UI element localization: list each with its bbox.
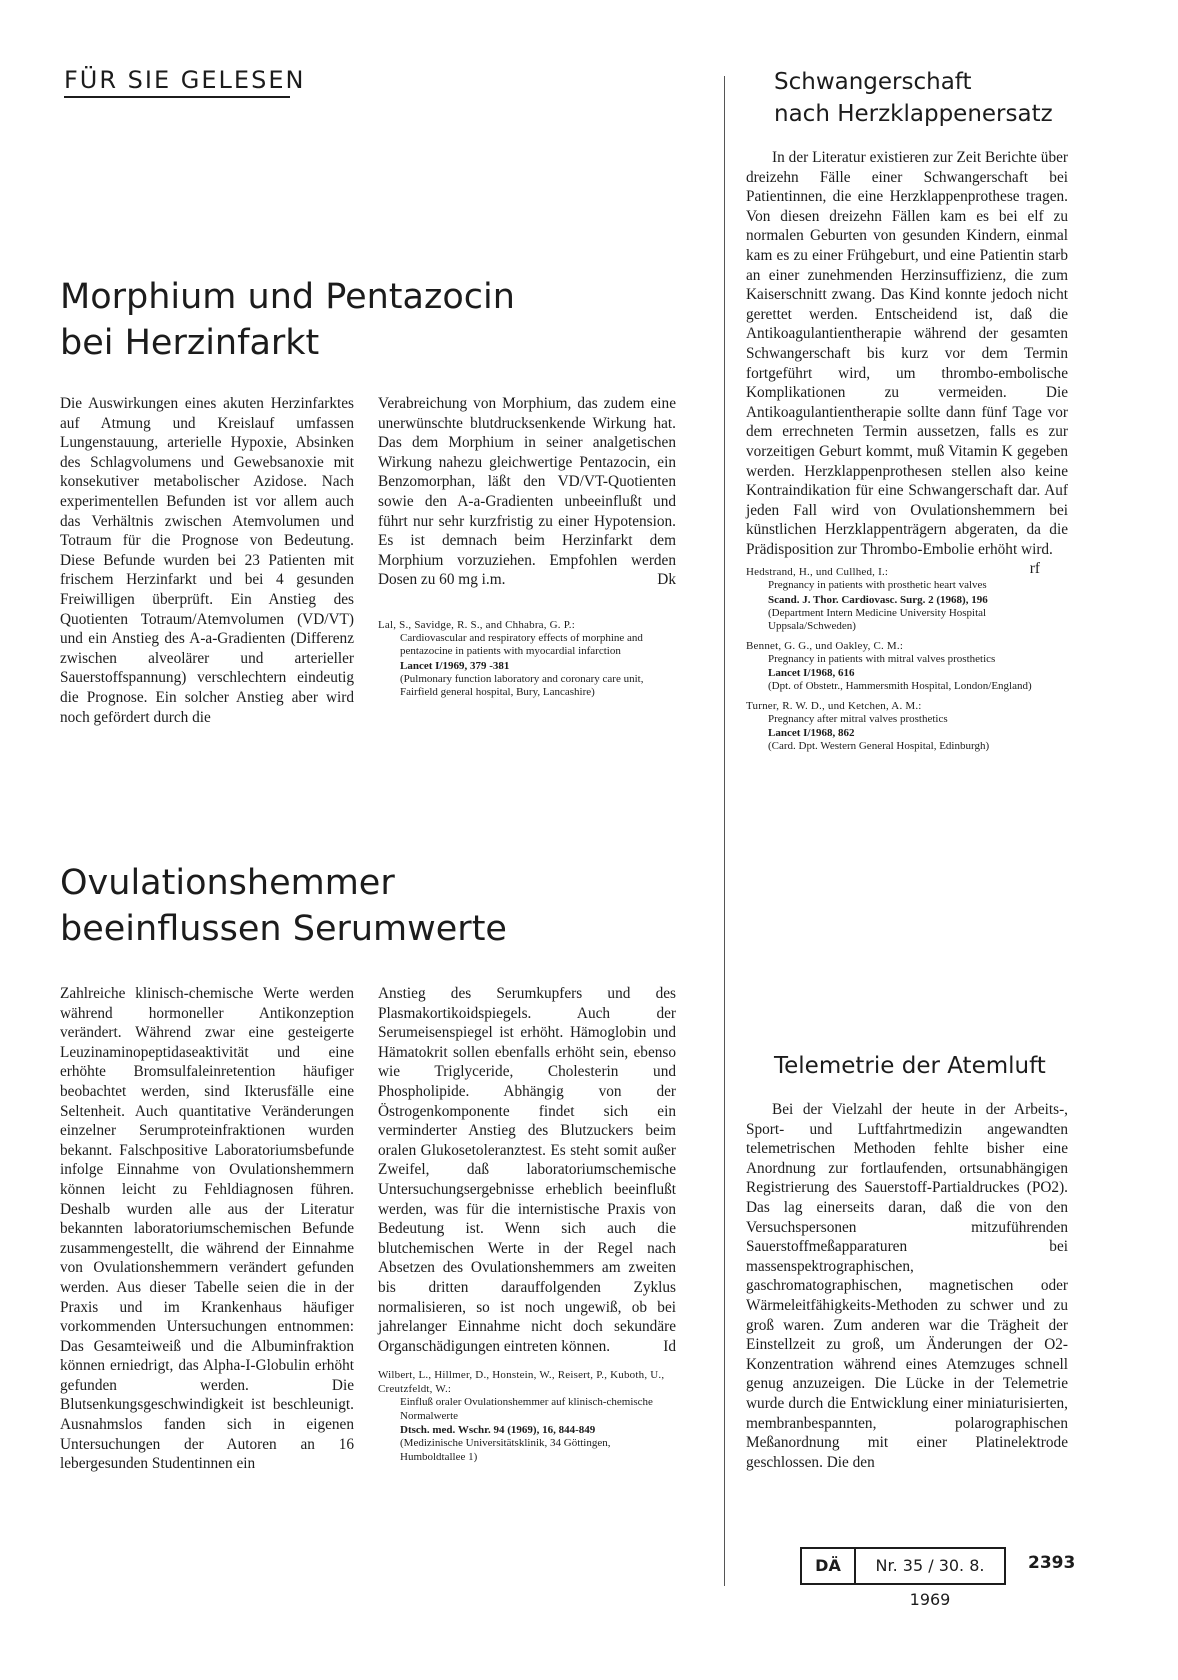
article3-title-line2: nach Herzklappenersatz bbox=[774, 101, 1053, 127]
article3-body-block bbox=[746, 148, 1068, 754]
reference-authors: Turner, R. W. D., und Ketchen, A. M.: bbox=[746, 699, 922, 712]
reference-title: Einfluß oraler Ovulationshemmer auf klinisch-chemische Normalwerte bbox=[400, 1396, 653, 1422]
article1-reference bbox=[378, 618, 676, 700]
article2-title-line2: beeinflussen Serumwerte bbox=[60, 909, 507, 949]
article1-column2-text bbox=[378, 394, 676, 590]
article2-title bbox=[60, 860, 660, 952]
page-number: 2393 bbox=[1028, 1553, 1076, 1573]
article4-title: Telemetrie der Atemluft bbox=[774, 1053, 1046, 1079]
reference-authors: Wilbert, L., Hillmer, D., Honstein, W., Reisert, P., Kuboth, U., Creutzfeldt, W.: bbox=[378, 1369, 665, 1396]
article3-reference-2 bbox=[746, 639, 1068, 694]
reference-affiliation: (Department Intern Medicine University Hospital Uppsala/Schweden) bbox=[768, 606, 987, 633]
reference-source: Lancet I/1968, 862 bbox=[768, 727, 855, 740]
reference-authors: Hedstrand, H., und Cullhed, I.: bbox=[746, 566, 889, 579]
article2-signature: Id bbox=[663, 1337, 676, 1355]
reference-source: Lancet I/1969, 379 -381 bbox=[400, 659, 510, 672]
column-divider bbox=[724, 76, 725, 1586]
reference-source: Lancet I/1968, 616 bbox=[768, 667, 855, 680]
article2-title-line1: Ovulationshemmer bbox=[60, 863, 395, 903]
reference-affiliation: (Pulmonary function laboratory and coronary care unit, Fairfield general hospital, Bury, Lancashire) bbox=[400, 672, 644, 699]
reference-source: Scand. J. Thor. Cardiovasc. Surg. 2 (1968), 196 bbox=[768, 593, 988, 606]
section-label: FÜR SIE GELESEN bbox=[64, 66, 306, 94]
reference-title: Pregnancy after mitral valves prosthetics bbox=[768, 712, 948, 725]
article1-column2 bbox=[378, 394, 676, 700]
article3-reference-3 bbox=[746, 699, 1068, 754]
article1-title bbox=[60, 274, 660, 366]
article2-column2-text bbox=[378, 984, 676, 1356]
article2-column2-body: Anstieg des Serumkupfers und des Plasmakortikoidspiegels. Auch der Serumeisenspiegel ist erhöht. Hämoglobin und Hämatokrit sollen ebenfalls erhöht sein, ebenso wie Triglyceride, Cholesterin und Phospholipide. Abhängig von der Östrogenkomponente findet sich ein verminderter Anstieg des Blutzuckers beim oralen Glukosetoleranztest. Es steht somit außer Zweifel, daß laboratoriumschemische Untersuchungsergebnisse erheblich beeinflußt werden, was für die internistische Praxis von Bedeutung ist. Wenn sich auch die blutchemischen Werte in der Regel nach Absetzen des Ovulationshemmers am zweiten bis dritten darauffolgenden Zyklus normalisieren, so ist noch ungewiß, ob bei jahrelanger Einnahme nicht doch sekundäre Organschädigungen eintreten können. bbox=[378, 985, 676, 1355]
article2-column2 bbox=[378, 984, 676, 1464]
reference-authors: Bennet, G. G., und Oakley, C. M.: bbox=[746, 639, 904, 652]
reference-title: Pregnancy in patients with prosthetic heart valves bbox=[768, 579, 987, 592]
issue-info: Nr. 35 / 30. 8. 1969 bbox=[875, 1556, 985, 1609]
journal-abbreviation: DÄ bbox=[802, 1549, 856, 1583]
article3-title-line1: Schwangerschaft bbox=[774, 69, 972, 95]
article1-signature: Dk bbox=[657, 571, 676, 589]
article3-body-text: In der Literatur existieren zur Zeit Berichte über dreizehn Fälle einer Schwangerschaft bei Patientinnen, die eine Herzklappenprothese tragen. Von diesen dreizehn Fällen kam es bei elf zu normalen Geburten von gesunden Kindern, einmal kam es zu einer Frühgeburt, und eine Patientin starb an einer zunehmenden Herzinsuffizienz, die zum Kaiserschnitt zwang. Das Kind konnte jedoch nicht gerettet werden. Entscheidend ist, daß die Antikoagulantientherapie während der gesamten Schwangerschaft bis kurz vor dem Termin fortgeführt wird, um thrombo-embolische Komplikationen zu vermeiden. Die Antikoagulantientherapie sollte dann fünf Tage vor dem errechneten Termin aussetzen, falls es zur vorzeitigen Geburt kommt, muß Vitamin K gegeben werden. Herzklappenprothesen stellen also keine Kontraindikation für eine Schwangerschaft dar. Auf jeden Fall wird von Ovulationshemmern bei künstlichen Herzklappenträgern abgeraten, da die Prädisposition zur Thrombo-Embolie erhöht wird. bbox=[746, 149, 1068, 558]
reference-authors: Lal, S., Savidge, R. S., and Chhabra, G. P.: bbox=[378, 618, 576, 631]
article3-references bbox=[746, 565, 1068, 754]
article1-column1: Die Auswirkungen eines akuten Herzinfarktes auf Atmung und Kreislauf umfassen Lungenstauung, arterielle Hypoxie, Absinken des Schlagvolumens und Gewebsanoxie mit konsekutiver metabolischer Azidose. Nach experimentellen Befunden ist vor allem auch das Verhältnis zwischen Atemvolumen und Totraum für die Prognose von Bedeutung. Diese Befunde wurden bei 23 Patienten mit frischem Herzinfarkt und bei 4 gesunden Freiwilligen überprüft. Ein Anstieg des Quotienten Totraum/Atemvolumen (VD/VT) und ein Anstieg des A-a-Gradienten (Differenz zwischen alveolärer und arterieller Sauerstoffspannung) verschlechtern eindeutig die Prognose. Ein solcher Anstieg aber wird noch gefördert durch die bbox=[60, 395, 354, 726]
article1-title-line2: bei Herzinfarkt bbox=[60, 323, 320, 363]
article1-column2-body: Verabreichung von Morphium, das zudem eine unerwünschte blutdrucksenkende Wirkung hat. Das dem Morphium in seiner analgetischen Wirkung nahezu gleichwertige Pentazocin, ein Benzomorphan, läßt den VD/VT-Quotienten sowie den A-a-Gradienten unbeeinflußt und führt nur sehr kurzfristig zu einer Hypotension. Es ist demnach beim Herzinfarkt dem Morphium vorzuziehen. Empfohlen werden Dosen zu 60 mg i.m. bbox=[378, 395, 676, 589]
article2-column1: Zahlreiche klinisch-chemische Werte werden während hormoneller Antikonzeption verändert. Während zwar eine gesteigerte Leuzinaminopeptidaseaktivität und eine erhöhte Bromsulfaleinretention häufiger beobachtet werden, sind Ikterusfälle eine Seltenheit. Auch quantitative Veränderungen einzelner Serumproteinfraktionen wurden bekannt. Falschpositive Laboratoriumsbefunde infolge Einnahme von Ovulationshemmern können leicht zu Fehldiagnosen führen. Deshalb wurden alle aus der Literatur bekannten laboratoriumschemischen Befunde zusammengestellt, die während der Einnahme von Ovulationshemmern verändert gefunden werden. Aus dieser Tabelle seien die in der Praxis und im Krankenhaus häufiger vorkommenden Untersuchungen entnommen: Das Gesamteiweiß und die Albuminfraktion können erniedrigt, das Alpha-I-Globulin erhöht gefunden werden. Die Blutsenkungsgeschwindigkeit ist beschleunigt. Ausnahmslos fanden sich in eigenen Untersuchungen der Autoren an 16 lebergesunden Studentinnen ein bbox=[60, 985, 354, 1473]
reference-affiliation: (Medizinische Universitätsklinik, 34 Göttingen, Humboldtallee 1) bbox=[400, 1437, 611, 1463]
reference-affiliation: (Card. Dpt. Western General Hospital, Edinburgh) bbox=[768, 740, 990, 753]
reference-affiliation: (Dpt. of Obstetr., Hammersmith Hospital, London/England) bbox=[768, 680, 1032, 693]
article4-body: Bei der Vielzahl der heute in der Arbeits-, Sport- und Luftfahrtmedizin angewandten telemetrischen Methoden fehlte bisher eine Anordnung zur fortlaufenden, ortsunabhängigen Registrierung des Sauerstoff-Partialdruckes (PO2). Das lag einerseits daran, daß die von den Versuchspersonen mitzuführenden Sauerstoffmeßapparaturen bei massenspektrographischen, gaschromatographischen, magnetischen oder Wärmeleitfähigkeits-Methoden zu schwer und zu groß waren. Zum anderen war die Trägheit der Einstellzeit zu groß, um Änderungen der O2-Konzentration während eines Atemzuges schnell genug anzuzeigen. Die Lücke in der Telemetrie wurde durch die Entwicklung einer miniaturisierten, membranbespannten, polarographischen Meßanordnung mit einer Platinelektrode geschlossen. Die den bbox=[746, 1101, 1068, 1471]
journal-issue-box bbox=[800, 1547, 1006, 1609]
section-underline bbox=[64, 96, 290, 98]
article1-title-line1: Morphium und Pentazocin bbox=[60, 277, 515, 317]
reference-source: Dtsch. med. Wschr. 94 (1969), 16, 844-849 bbox=[400, 1424, 596, 1437]
article2-reference bbox=[378, 1368, 676, 1464]
article3-signature: rf bbox=[1029, 560, 1040, 578]
reference-title: Cardiovascular and respiratory effects of morphine and pentazocine in patients with myocardial infarction bbox=[400, 631, 643, 658]
reference-title: Pregnancy in patients with mitral valves prosthetics bbox=[768, 652, 996, 665]
article3-title bbox=[774, 66, 1134, 130]
